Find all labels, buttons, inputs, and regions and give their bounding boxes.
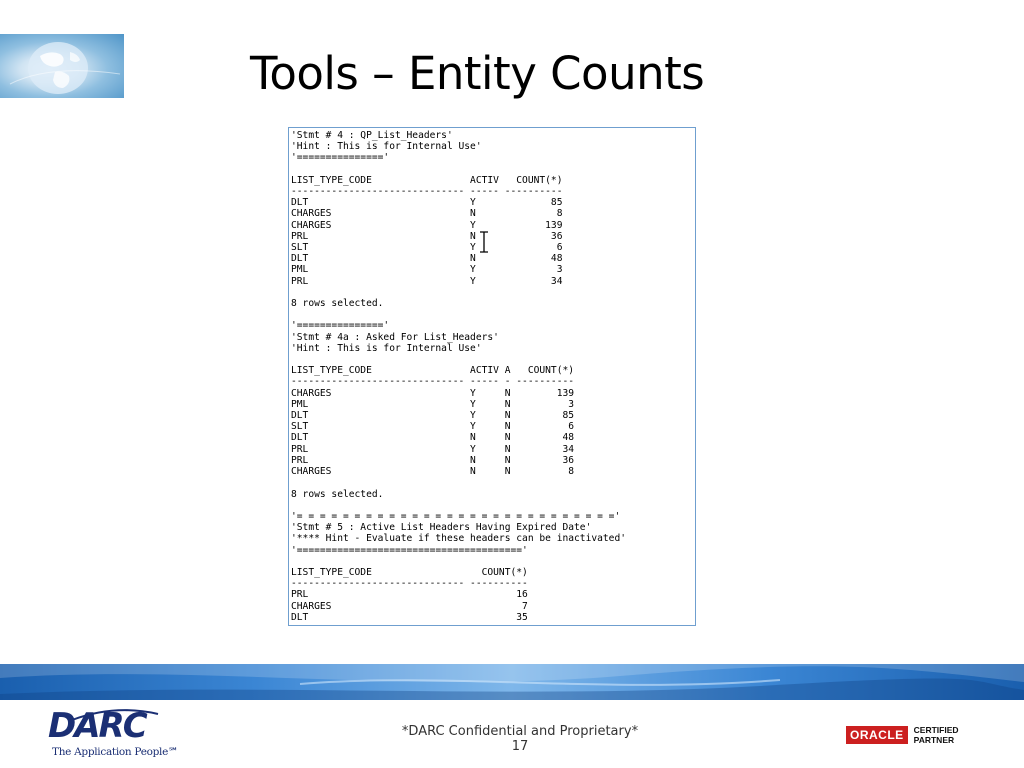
footer-caption	[330, 724, 710, 754]
globe-icon	[0, 34, 124, 98]
confidential-notice: *DARC Confidential and Proprietary*	[401, 724, 639, 739]
oracle-partner-logo	[846, 722, 959, 748]
sql-output-text: 'Stmt # 4 : QP_List_Headers' 'Hint : This is for Internal Use' '===============' LIST_TYPE_CODE ACTIV COUNT(*) ------------------------------ ----- ---------- DLT Y 85 CHARGES N 8 CHARGES Y 139 PRL N 36 SLT Y 6 DLT N 48 PML Y 3 PRL Y 34 8 rows selected. '===============' 'Stmt # 4a : Asked For List_Headers' 'Hint : This is for Internal Use' LIST_TYPE_CODE ACTIV A COUNT(*) ------------------------------ ----- - ---------- CHARGES Y N 139 PML Y N 3 DLT Y N 85 SLT Y N 6 DLT N N 48 PRL Y N 34 PRL N N 36 CHARGES N N 8 8 rows selected. '= = = = = = = = = = = = = = = = = = = = = = = = = = = =' 'Stmt # 5 : Active List Headers Having Expired Date' '**** Hint - Evaluate if these headers can be inactivated' '=======================================' LIST_TYPE_CODE COUNT(*) ------------------------------ ---------- PRL 16 CHARGES 7 DLT 35	[291, 130, 627, 623]
text-cursor-icon	[479, 231, 489, 253]
decorative-wave-band	[0, 664, 1024, 700]
darc-logo	[48, 708, 178, 764]
partner-status	[914, 725, 959, 745]
slide-title: Tools – Entity Counts	[250, 47, 705, 100]
partner-line-2: PARTNER	[913, 735, 955, 745]
oracle-brand: ORACLE	[846, 726, 908, 744]
sql-output-screenshot	[288, 127, 696, 626]
darc-logo-name: DARC	[48, 706, 146, 746]
page-number: 17	[511, 739, 529, 754]
darc-logo-tagline: The Application People℠	[52, 746, 179, 758]
partner-line-1: CERTIFIED	[913, 725, 959, 735]
